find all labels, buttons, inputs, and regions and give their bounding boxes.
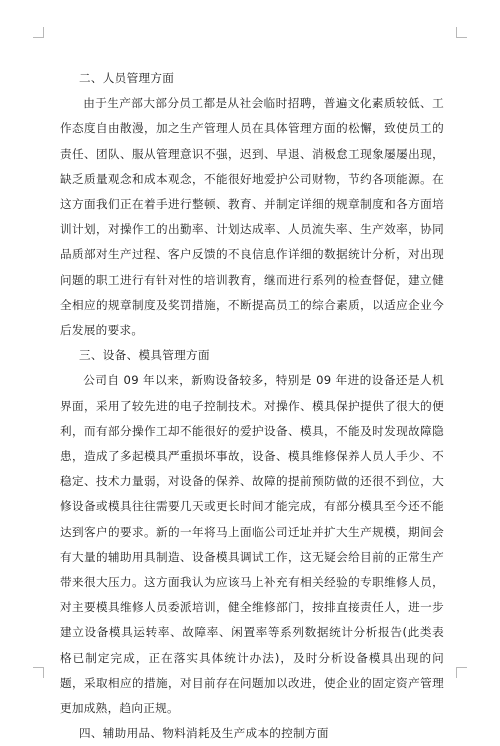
- text-line: 时分析设备模具出现的问题，采取相应的措施，对目前存在问题加以改进，使企业的: [60, 650, 444, 690]
- text-line: 详细的规章制度和各方面培训计划，对操作工的出勤率、计划达成率、人员流失率、: [60, 197, 444, 237]
- text-line: 出现问题的职工进行有针对性的培训教育，继而进行系列的检查督促，建立健全相应: [60, 247, 444, 312]
- text-line: 具至今还不能达到客户的要求。新的一年将马上面临公司迁址并扩大生产规模，期间: [60, 499, 444, 539]
- section-heading-personnel: 二、人员管理方面: [79, 71, 175, 85]
- text-line: 散漫，加之生产管理人员在具体管理方面的松懈，致使员工的责任、团队、服从管理: [60, 121, 444, 161]
- section-heading-equipment: 三、设备、模具管理方面: [79, 348, 210, 363]
- text-line: 委派培训，健全维修部门，按排直接责任人，进一步建立设备模具运转率、故障率、: [60, 600, 444, 640]
- text-line: 设备、模具维修保养人员人手少、不稳定、技术力量弱，对设备的保养、故障的提前: [60, 449, 444, 489]
- text-line: 生产效率，协同品质部对生产过程、客户反馈的不良信息作详细的数据统计分析，对: [60, 222, 444, 262]
- text-line: 的规章制度及奖罚措施，不断提高员工的综合素质，以适应企业今后发展的要求。: [60, 297, 444, 338]
- text-line: 好地爱护公司财物，节约各项能源。在这方面我们正在着手进行整顿、教育、并制定: [60, 171, 444, 212]
- text-line: 公司自 09 年以来，新购设备较多，特别是 09 年进的设备还是人机界面，采用了: [60, 373, 444, 413]
- section-paragraph-equipment: [60, 368, 444, 721]
- crop-mark-bottom-right: [456, 667, 467, 678]
- text-line: 由于生产部大部分员工都是从社会临时招聘，普遍文化素质较低、工作态度自由: [60, 96, 444, 136]
- text-line: 闲置率等系列数据统计分析报告(此类表格已制定完成，正在落实具体统计办法)，及: [60, 625, 444, 665]
- crop-mark-top-left: [33, 27, 44, 38]
- text-line: 固定资产管理更加成熟，趋向正规。: [60, 675, 444, 716]
- text-line: 压力。这方面我认为应该马上补充有相关经验的专职维修人员，对主要模具维修人员: [60, 575, 444, 615]
- section-paragraph-personnel: [60, 91, 444, 343]
- text-line: 意识不强，迟到、早退、消极怠工现象屡屡出现，缺乏质量观念和成本观念，不能很: [60, 146, 444, 186]
- document-body: [60, 66, 444, 746]
- text-line: 会有大量的辅助用具制造、设备模具调试工作，这无疑会给目前的正常生产带来很大: [60, 524, 444, 590]
- text-line: 能很好的爱护设备、模具，不能及时发现故障隐患，造成了多起模具严重损坏事故，: [60, 423, 444, 464]
- text-line: 预防做的还很不到位，大修设备或模具往往需要几天或更长时间才能完成，有部分模: [60, 474, 444, 514]
- text-line: 较先进的电子控制技术。对操作、模具保护提供了很大的便利，而有部分操作工却不: [60, 398, 444, 438]
- crop-mark-top-right: [456, 27, 467, 38]
- section-heading-consumables: 四、辅助用品、物料消耗及生产成本的控制方面: [79, 726, 329, 741]
- crop-mark-bottom-left: [33, 667, 44, 678]
